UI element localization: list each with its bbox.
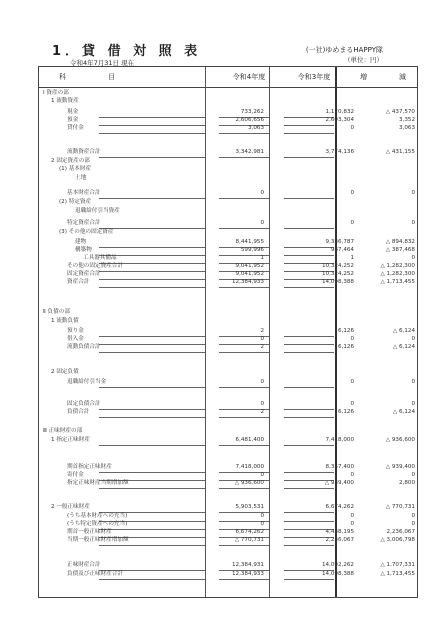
table-row xyxy=(39,401,417,409)
row-underline xyxy=(99,545,205,546)
current-year-value: △ 936,600 xyxy=(234,480,264,486)
table-row xyxy=(39,309,417,317)
difference-value: △ 939,400 xyxy=(385,464,415,470)
row-underline xyxy=(284,488,334,489)
previous-year-value: 6,126 xyxy=(337,328,354,334)
table-row xyxy=(39,208,417,216)
difference-value: △ 936,600 xyxy=(385,437,415,443)
row-underline xyxy=(99,445,205,446)
current-year-value: 9,041,952 xyxy=(235,271,264,277)
report-date: 令和4年7月31日 現在 xyxy=(70,59,135,67)
account-label: Ⅰ 資産の部 xyxy=(43,90,69,96)
table-row xyxy=(39,229,417,237)
table-row xyxy=(39,109,417,117)
difference-value: △ 1,282,300 xyxy=(380,263,415,269)
account-label: 流動負債合計 xyxy=(67,344,101,350)
current-year-value: 0 xyxy=(260,379,264,385)
account-label: 固定負債合計 xyxy=(67,401,101,407)
account-label: (うち基本財産への充当) xyxy=(67,513,128,519)
row-underline xyxy=(219,352,269,353)
account-label: 貸付金 xyxy=(67,125,84,131)
account-label: 退職給付引当資産 xyxy=(75,208,120,214)
table-row xyxy=(39,537,417,545)
difference-value: △ 431,155 xyxy=(385,149,415,155)
header-difference: 増 減 xyxy=(360,73,412,81)
current-year-value: 12,384,933 xyxy=(231,571,264,577)
previous-year-value: 0 xyxy=(350,336,354,342)
difference-value: 2,800 xyxy=(398,480,415,486)
row-underline xyxy=(99,579,205,580)
table-row xyxy=(39,117,417,125)
difference-value: △ 1,707,331 xyxy=(380,562,415,568)
account-label: 2 固定負債 xyxy=(51,369,79,375)
table-row xyxy=(39,271,417,279)
current-year-value: 1 xyxy=(260,255,264,261)
row-underline xyxy=(99,352,205,353)
difference-value: △ 3,006,798 xyxy=(380,537,415,543)
difference-value: △ 770,731 xyxy=(385,504,415,510)
table-row xyxy=(39,158,417,166)
account-label: (2) 特定資産 xyxy=(59,199,92,205)
current-year-value: 7,418,000 xyxy=(235,464,264,470)
account-label: 構築物 xyxy=(75,247,92,253)
table-row xyxy=(39,125,417,133)
previous-year-value: 1 xyxy=(350,255,354,261)
previous-year-value: 7,418,000 xyxy=(325,437,354,443)
table-row xyxy=(39,175,417,183)
current-year-value: 0 xyxy=(260,513,264,519)
header-account: 科 目 xyxy=(59,73,115,81)
table-row xyxy=(39,428,417,436)
table-row xyxy=(39,437,417,445)
table-row xyxy=(39,98,417,106)
current-year-value: 2 xyxy=(260,409,264,415)
difference-value: △ 437,570 xyxy=(385,109,415,115)
current-year-value: 0 xyxy=(260,190,264,196)
table-row xyxy=(39,220,417,228)
account-label: 正味財産合計 xyxy=(67,562,101,568)
previous-year-value: 8,357,400 xyxy=(325,464,354,470)
current-year-value: 0 xyxy=(260,336,264,342)
account-label: 建物 xyxy=(75,239,87,245)
previous-year-value: 0 xyxy=(350,379,354,385)
account-label: その他の固定資産合計 xyxy=(67,263,123,269)
account-label: 預金 xyxy=(67,117,79,123)
account-label: 退職給付引当金 xyxy=(67,379,107,385)
account-label: 工具器具備品 xyxy=(83,255,117,261)
difference-value: 0 xyxy=(411,513,415,519)
current-year-value: 12,384,931 xyxy=(231,562,264,568)
previous-year-value: 6,126 xyxy=(337,344,354,350)
current-year-value: 599,996 xyxy=(240,247,264,253)
difference-value: 0 xyxy=(411,336,415,342)
account-label: 1 流動資産 xyxy=(51,98,79,104)
row-underline xyxy=(284,133,334,134)
row-underline xyxy=(284,417,334,418)
previous-year-value: 9,336,787 xyxy=(325,239,354,245)
table-row xyxy=(39,190,417,198)
account-label: 資産合計 xyxy=(67,279,90,285)
previous-year-value: 14,098,388 xyxy=(321,571,354,577)
table-row xyxy=(39,409,417,417)
row-underline xyxy=(99,387,205,388)
account-label: 基本財産合計 xyxy=(67,190,101,196)
account-label: (うち特定資産への充当) xyxy=(67,521,128,527)
account-label: 現金 xyxy=(67,109,79,115)
account-label: (3) その他の固定資産 xyxy=(59,229,114,235)
table-row xyxy=(39,480,417,488)
previous-year-value: 14,098,388 xyxy=(321,279,354,285)
table-row xyxy=(39,318,417,326)
table-row xyxy=(39,199,417,207)
document-title: 1．貸 借 対 照 表 xyxy=(52,44,202,59)
table-row xyxy=(39,513,417,521)
previous-year-value: 0 xyxy=(350,472,354,478)
row-underline xyxy=(219,133,269,134)
row-underline xyxy=(219,445,269,446)
account-label: 負債及び正味財産合計 xyxy=(67,571,123,577)
table-row xyxy=(39,369,417,377)
row-underline xyxy=(284,352,334,353)
previous-year-value: 0 xyxy=(350,521,354,527)
current-year-value: 3,063 xyxy=(247,125,264,131)
current-year-value: 0 xyxy=(260,521,264,527)
difference-value: △ 894,832 xyxy=(385,239,415,245)
row-underline xyxy=(99,133,205,134)
table-row xyxy=(39,464,417,472)
previous-year-value: △ 939,400 xyxy=(324,480,354,486)
difference-value: △ 6,124 xyxy=(392,328,415,334)
table-row xyxy=(39,504,417,512)
current-year-value: 6,674,262 xyxy=(235,529,264,535)
current-year-value: 0 xyxy=(260,401,264,407)
difference-value: 2,236,067 xyxy=(386,529,415,535)
table-row xyxy=(39,472,417,480)
table-row xyxy=(39,571,417,579)
difference-value: 0 xyxy=(411,472,415,478)
row-underline xyxy=(284,579,334,580)
account-label: 期首指定正味財産 xyxy=(67,464,112,470)
current-year-value: 8,441,955 xyxy=(235,239,264,245)
account-label: 1 指定正味財産 xyxy=(51,437,90,443)
account-label: 1 流動負債 xyxy=(51,318,79,324)
account-label: 指定正味財産当期増加額 xyxy=(67,480,129,486)
previous-year-value: 0 xyxy=(350,220,354,226)
previous-year-value: 2,236,067 xyxy=(325,537,354,543)
row-underline xyxy=(99,417,205,418)
table-header xyxy=(39,67,417,88)
table-row xyxy=(39,328,417,336)
previous-year-value: 2,603,304 xyxy=(325,117,354,123)
difference-value: 3,063 xyxy=(398,125,415,131)
table-row xyxy=(39,529,417,537)
row-underline xyxy=(219,287,269,288)
difference-value: 0 xyxy=(411,255,415,261)
table-row xyxy=(39,379,417,387)
account-label: (1) 基本財産 xyxy=(59,166,92,172)
difference-value: 3,352 xyxy=(398,117,415,123)
row-underline xyxy=(219,545,269,546)
current-year-value: 2 xyxy=(260,328,264,334)
previous-year-value: 4,438,195 xyxy=(325,529,354,535)
row-underline xyxy=(219,488,269,489)
difference-value: △ 387,468 xyxy=(385,247,415,253)
previous-year-value: 0 xyxy=(350,513,354,519)
current-year-value: 6,481,400 xyxy=(235,437,264,443)
table-row xyxy=(39,336,417,344)
previous-year-value: 0 xyxy=(350,401,354,407)
current-year-value: 9,041,952 xyxy=(235,263,264,269)
difference-value: 0 xyxy=(411,401,415,407)
table-row xyxy=(39,149,417,157)
row-underline xyxy=(284,545,334,546)
row-underline xyxy=(99,287,205,288)
current-year-value: △ 770,731 xyxy=(234,537,264,543)
difference-value: 0 xyxy=(411,190,415,196)
table-row xyxy=(39,239,417,247)
current-year-value: 0 xyxy=(260,220,264,226)
previous-year-value: 3,774,136 xyxy=(325,149,354,155)
account-label: 2 固定資産の部 xyxy=(51,158,90,164)
unit-label: （単位：円） xyxy=(344,56,383,64)
difference-value: △ 1,713,455 xyxy=(380,279,415,285)
difference-value: △ 1,713,455 xyxy=(380,571,415,577)
current-year-value: 12,384,933 xyxy=(231,279,264,285)
current-year-value: 5,903,531 xyxy=(235,504,264,510)
row-underline xyxy=(284,445,334,446)
previous-year-value: 0 xyxy=(350,125,354,131)
account-label: 負債合計 xyxy=(67,409,90,415)
account-label: Ⅱ 負債の部 xyxy=(43,309,70,315)
table-row xyxy=(39,90,417,98)
difference-value: △ 6,124 xyxy=(392,409,415,415)
table-row xyxy=(39,521,417,529)
account-label: 流動資産合計 xyxy=(67,149,101,155)
current-year-value: 3,342,981 xyxy=(235,149,264,155)
header-current-year: 令和4年度 xyxy=(232,73,266,81)
table-row xyxy=(39,255,417,263)
previous-year-value: 6,674,262 xyxy=(325,504,354,510)
current-year-value: 2,606,656 xyxy=(235,117,264,123)
row-underline xyxy=(219,579,269,580)
row-underline xyxy=(99,488,205,489)
account-label: 預り金 xyxy=(67,328,84,334)
difference-value: 0 xyxy=(411,521,415,527)
difference-value: 0 xyxy=(411,379,415,385)
previous-year-value: 14,092,262 xyxy=(321,562,354,568)
row-underline xyxy=(219,417,269,418)
table-row xyxy=(39,166,417,174)
account-label: Ⅲ 正味財産の部 xyxy=(43,428,83,434)
difference-value: 0 xyxy=(411,220,415,226)
account-label: 固定資産合計 xyxy=(67,271,101,277)
row-underline xyxy=(219,387,269,388)
previous-year-value: 10,324,252 xyxy=(321,263,354,269)
account-label: 当期一般正味財産増加額 xyxy=(67,537,129,543)
previous-year-value: 0 xyxy=(350,190,354,196)
difference-value: △ 1,282,300 xyxy=(380,271,415,277)
previous-year-value: 10,324,252 xyxy=(321,271,354,277)
previous-year-value: 1,170,832 xyxy=(325,109,354,115)
header-previous-year: 令和3年度 xyxy=(297,73,331,81)
current-year-value: 2 xyxy=(260,344,264,350)
table-row xyxy=(39,344,417,352)
account-label: 土地 xyxy=(75,175,87,181)
account-label: 期首一般正味財産 xyxy=(67,529,112,535)
account-label: 特定資産合計 xyxy=(67,220,101,226)
table-row xyxy=(39,562,417,570)
account-label: 借入金 xyxy=(67,336,84,342)
current-year-value: 0 xyxy=(260,472,264,478)
difference-value: △ 6,124 xyxy=(392,344,415,350)
current-year-value: 733,262 xyxy=(240,109,264,115)
row-underline xyxy=(284,287,334,288)
table-row xyxy=(39,263,417,271)
row-underline xyxy=(284,387,334,388)
balance-sheet-table xyxy=(38,66,418,598)
account-label: 寄付金 xyxy=(67,472,84,478)
previous-year-value: 6,126 xyxy=(337,409,354,415)
table-row xyxy=(39,247,417,255)
account-label: 2 一般正味財産 xyxy=(51,504,90,510)
previous-year-value: 987,464 xyxy=(330,247,354,253)
organization-name: (一社)ゆめまるHAPPY隊 xyxy=(305,46,383,54)
table-row xyxy=(39,279,417,287)
